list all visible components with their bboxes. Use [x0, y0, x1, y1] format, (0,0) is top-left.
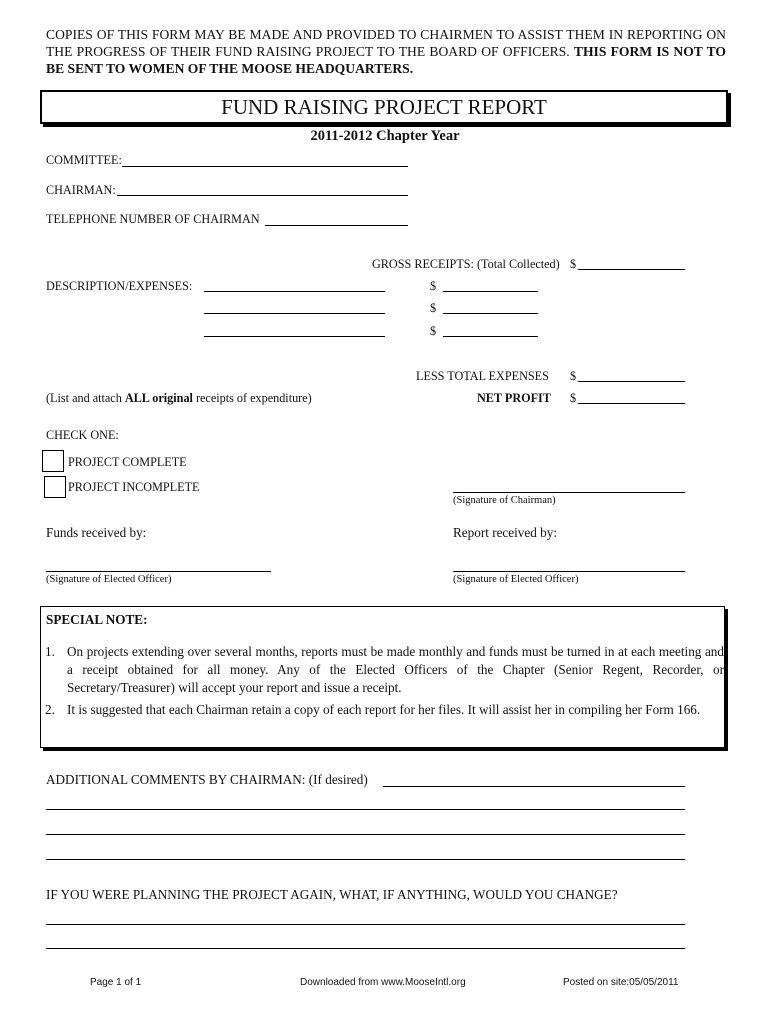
- notice-text: COPIES OF THIS FORM MAY BE MADE AND PROVIDED TO CHAIRMEN TO ASSIST THEM IN REPORTING ON THE PROGRESS OF THEIR FUND RAISING PROJECT TO THE BOARD OF OFFICERS.: [46, 27, 726, 59]
- project-complete-checkbox[interactable]: [42, 450, 64, 472]
- notice-bold-text: THIS FORM IS NOT TO BE SENT TO WOMEN OF THE MOOSE HEADQUARTERS.: [46, 44, 726, 76]
- additional-comments-label: ADDITIONAL COMMENTS BY CHAIRMAN: (If desired): [46, 772, 368, 787]
- description-field-2[interactable]: [204, 313, 385, 314]
- special-note-box: [40, 606, 725, 748]
- report-received-label: Report received by:: [453, 525, 557, 540]
- less-total-expenses-field[interactable]: [578, 381, 685, 382]
- chairman-signature-caption: (Signature of Chairman): [453, 495, 556, 506]
- expense-field-1[interactable]: [443, 291, 538, 292]
- receipts-note-bold: ALL original: [124, 391, 193, 405]
- expense-currency-2: $: [430, 301, 437, 315]
- less-total-expenses-currency: $: [570, 369, 577, 383]
- special-note-item-2-number: 2.: [45, 702, 55, 717]
- chairman-signature-line[interactable]: [453, 492, 685, 493]
- project-incomplete-label: PROJECT INCOMPLETE: [68, 480, 200, 494]
- check-one-label: CHECK ONE:: [46, 428, 119, 442]
- expense-currency-3: $: [430, 324, 437, 338]
- gross-receipts-label: GROSS RECEIPTS: (Total Collected): [372, 257, 560, 271]
- receipts-note-before: (List and attach: [46, 391, 125, 405]
- committee-label: COMMITTEE:: [46, 153, 122, 167]
- funds-officer-signature-caption: (Signature of Elected Officer): [46, 574, 172, 585]
- planning-question-label: IF YOU WERE PLANNING THE PROJECT AGAIN, WHAT, IF ANYTHING, WOULD YOU CHANGE?: [46, 887, 618, 902]
- gross-receipts-currency: $: [570, 257, 577, 271]
- less-total-expenses-label: LESS TOTAL EXPENSES: [416, 369, 549, 383]
- additional-comments-line-3[interactable]: [46, 834, 685, 835]
- chairman-label: CHAIRMAN:: [46, 183, 116, 197]
- report-officer-signature-caption: (Signature of Elected Officer): [453, 574, 579, 585]
- footer-posted-date: Posted on site:05/05/2011: [563, 977, 679, 988]
- expense-currency-1: $: [430, 279, 437, 293]
- receipts-note-after: receipts of expenditure): [192, 391, 312, 405]
- chapter-year: 2011-2012 Chapter Year: [310, 128, 460, 144]
- special-note-item-1-text: On projects extending over several months, reports must be made monthly and funds must be turned in at each meeting and a receipt obtained for all money. Any of the Elected Officers of the Chapter (Senior Regent, Recorder, or Secretary/Treasurer) will accept your report and issue a receipt.: [67, 644, 724, 695]
- description-expenses-label: DESCRIPTION/EXPENSES:: [46, 279, 193, 293]
- expense-field-2[interactable]: [443, 313, 538, 314]
- planning-answer-line-1[interactable]: [46, 924, 685, 925]
- expense-field-3[interactable]: [443, 336, 538, 337]
- chairman-field[interactable]: [117, 195, 408, 196]
- telephone-field[interactable]: [265, 225, 408, 226]
- footer-downloaded-from: Downloaded from www.MooseIntl.org: [300, 977, 466, 988]
- net-profit-field[interactable]: [578, 403, 685, 404]
- funds-received-label: Funds received by:: [46, 525, 147, 540]
- footer-page-number: Page 1 of 1: [90, 977, 142, 988]
- project-incomplete-checkbox[interactable]: [44, 476, 66, 498]
- special-note-item-1-number: 1.: [45, 644, 55, 659]
- gross-receipts-field[interactable]: [578, 269, 685, 270]
- committee-field[interactable]: [122, 166, 408, 167]
- net-profit-currency: $: [570, 391, 577, 405]
- description-field-3[interactable]: [204, 336, 385, 337]
- description-field-1[interactable]: [204, 291, 385, 292]
- special-note-item-2-text: It is suggested that each Chairman retain a copy of each report for her files. It will assist her in compiling her Form 166.: [67, 702, 701, 717]
- special-note-heading: SPECIAL NOTE:: [46, 612, 148, 627]
- net-profit-label: NET PROFIT: [477, 391, 551, 405]
- receipts-note: [46, 391, 312, 406]
- telephone-label: TELEPHONE NUMBER OF CHAIRMAN: [46, 212, 260, 226]
- form-title: FUND RAISING PROJECT REPORT: [40, 90, 728, 124]
- additional-comments-line-1[interactable]: [383, 786, 685, 787]
- report-officer-signature-line[interactable]: [453, 571, 685, 572]
- project-complete-label: PROJECT COMPLETE: [68, 455, 187, 469]
- additional-comments-line-4[interactable]: [46, 859, 685, 860]
- planning-answer-line-2[interactable]: [46, 948, 685, 949]
- funds-officer-signature-line[interactable]: [46, 571, 271, 572]
- form-notice: [46, 26, 726, 77]
- additional-comments-line-2[interactable]: [46, 809, 685, 810]
